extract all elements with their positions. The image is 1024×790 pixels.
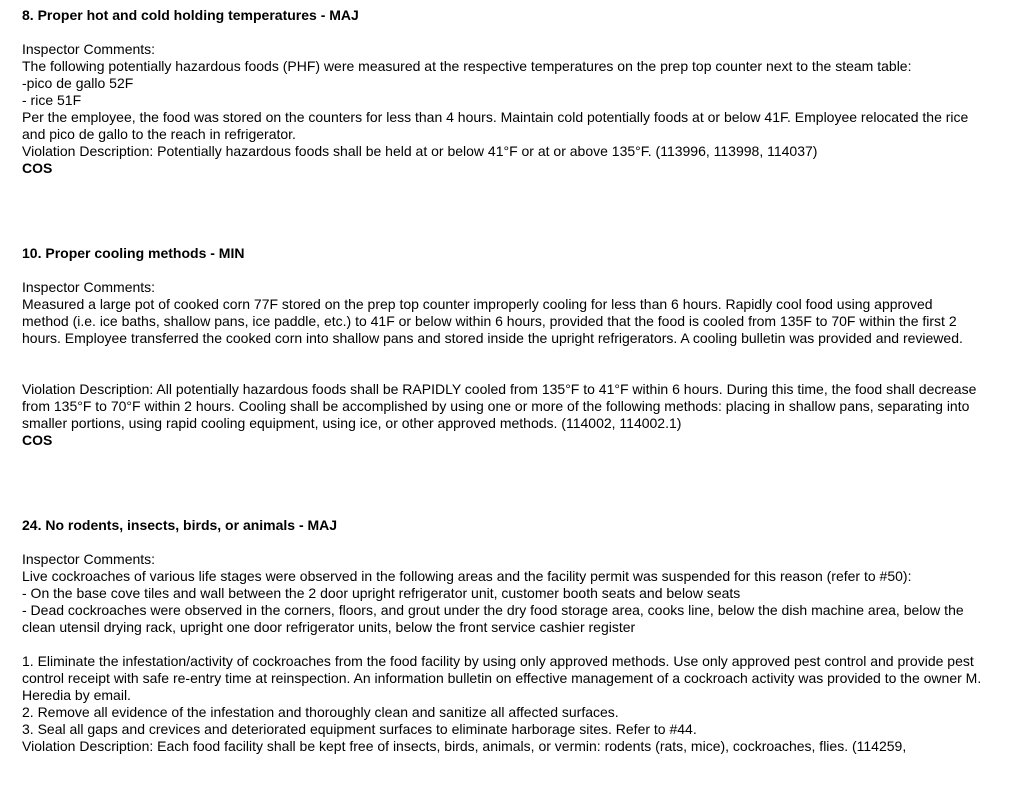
comment-line: The following potentially hazardous foods (PHF) were measured at the respective temperatures on the prep top counter next to the steam table: [22, 58, 912, 74]
violation-description: Violation Description: All potentially hazardous foods shall be RAPIDLY cooled from 135°F to 41°F within 6 hours. During this time, the food shall decrease from 135°F to 70°F within 2 hours. Cooling shall be accomplished by using one or more of the following methods: placing in shallow pans, separating into smaller portions, using rapid cooling equipment, using ice, or other approved methods. (114002, 114002.1) [22, 381, 981, 431]
comment-line: -pico de gallo 52F [22, 75, 134, 91]
action-line: 2. Remove all evidence of the infestation and thoroughly clean and sanitize all affected surfaces. [22, 704, 619, 720]
violation-description: Violation Description: Each food facility shall be kept free of insects, birds, animals, or vermin: rodents (rats, mice), cockroaches, flies. (114259, [22, 738, 907, 754]
comment-line: Per the employee, the food was stored on the counters for less than 4 hours. Maintain cold potentially foods at or below 41F. Employee relocated the rice and pico de gallo to the reach in refrigerator. [22, 109, 973, 142]
status-badge: COS [22, 160, 53, 176]
action-line: 3. Seal all gaps and crevices and deteriorated equipment surfaces to eliminate harborage sites. Refer to #44. [22, 721, 697, 737]
inspection-report [22, 7, 986, 755]
violation-title: 8. Proper hot and cold holding temperatures - MAJ [22, 7, 359, 23]
action-line: 1. Eliminate the infestation/activity of cockroaches from the food facility by using only approved methods. Use only approved pest control and provide pest control receipt with safe re-entry time at reinspection. An information bulletin on effective management of a cockroach activity was provided to the owner M. Heredia by email. [22, 653, 986, 703]
comment-line: - rice 51F [22, 92, 82, 108]
violation-8 [22, 7, 982, 177]
inspector-comments-label: Inspector Comments: [22, 279, 156, 295]
inspector-comments-label: Inspector Comments: [22, 41, 156, 57]
comment-line: Live cockroaches of various life stages were observed in the following areas and the facility permit was suspended for this reason (refer to #50): [22, 568, 912, 584]
violation-title: 24. No rodents, insects, birds, or animals - MAJ [22, 517, 338, 533]
violation-10 [22, 245, 982, 449]
status-badge: COS [22, 432, 53, 448]
comment-line: - On the base cove tiles and wall between the 2 door upright refrigerator unit, customer booth seats and below seats [22, 585, 741, 601]
comment-line: Measured a large pot of cooked corn 77F stored on the prep top counter improperly cooling for less than 6 hours. Rapidly cool food using approved method (i.e. ice baths, shallow pans, ice paddle, etc.) to 41F or below within 6 hours, provided that the food is cooled from 135F to 70F within the first 2 hours. Employee transferred the cooked corn into shallow pans and stored inside the upright refrigerators. A cooling bulletin was provided and reviewed. [22, 296, 963, 346]
violation-24 [22, 517, 986, 755]
inspector-comments-label: Inspector Comments: [22, 551, 156, 567]
comment-line: - Dead cockroaches were observed in the corners, floors, and grout under the dry food storage area, cooks line, below the dish machine area, below the clean utensil drying rack, upright one door refrigerator units, below the front service cashier register [22, 602, 968, 635]
violation-title: 10. Proper cooling methods - MIN [22, 245, 245, 261]
violation-description: Violation Description: Potentially hazardous foods shall be held at or below 41°F or at or above 135°F. (113996, 113998, 114037) [22, 143, 818, 159]
